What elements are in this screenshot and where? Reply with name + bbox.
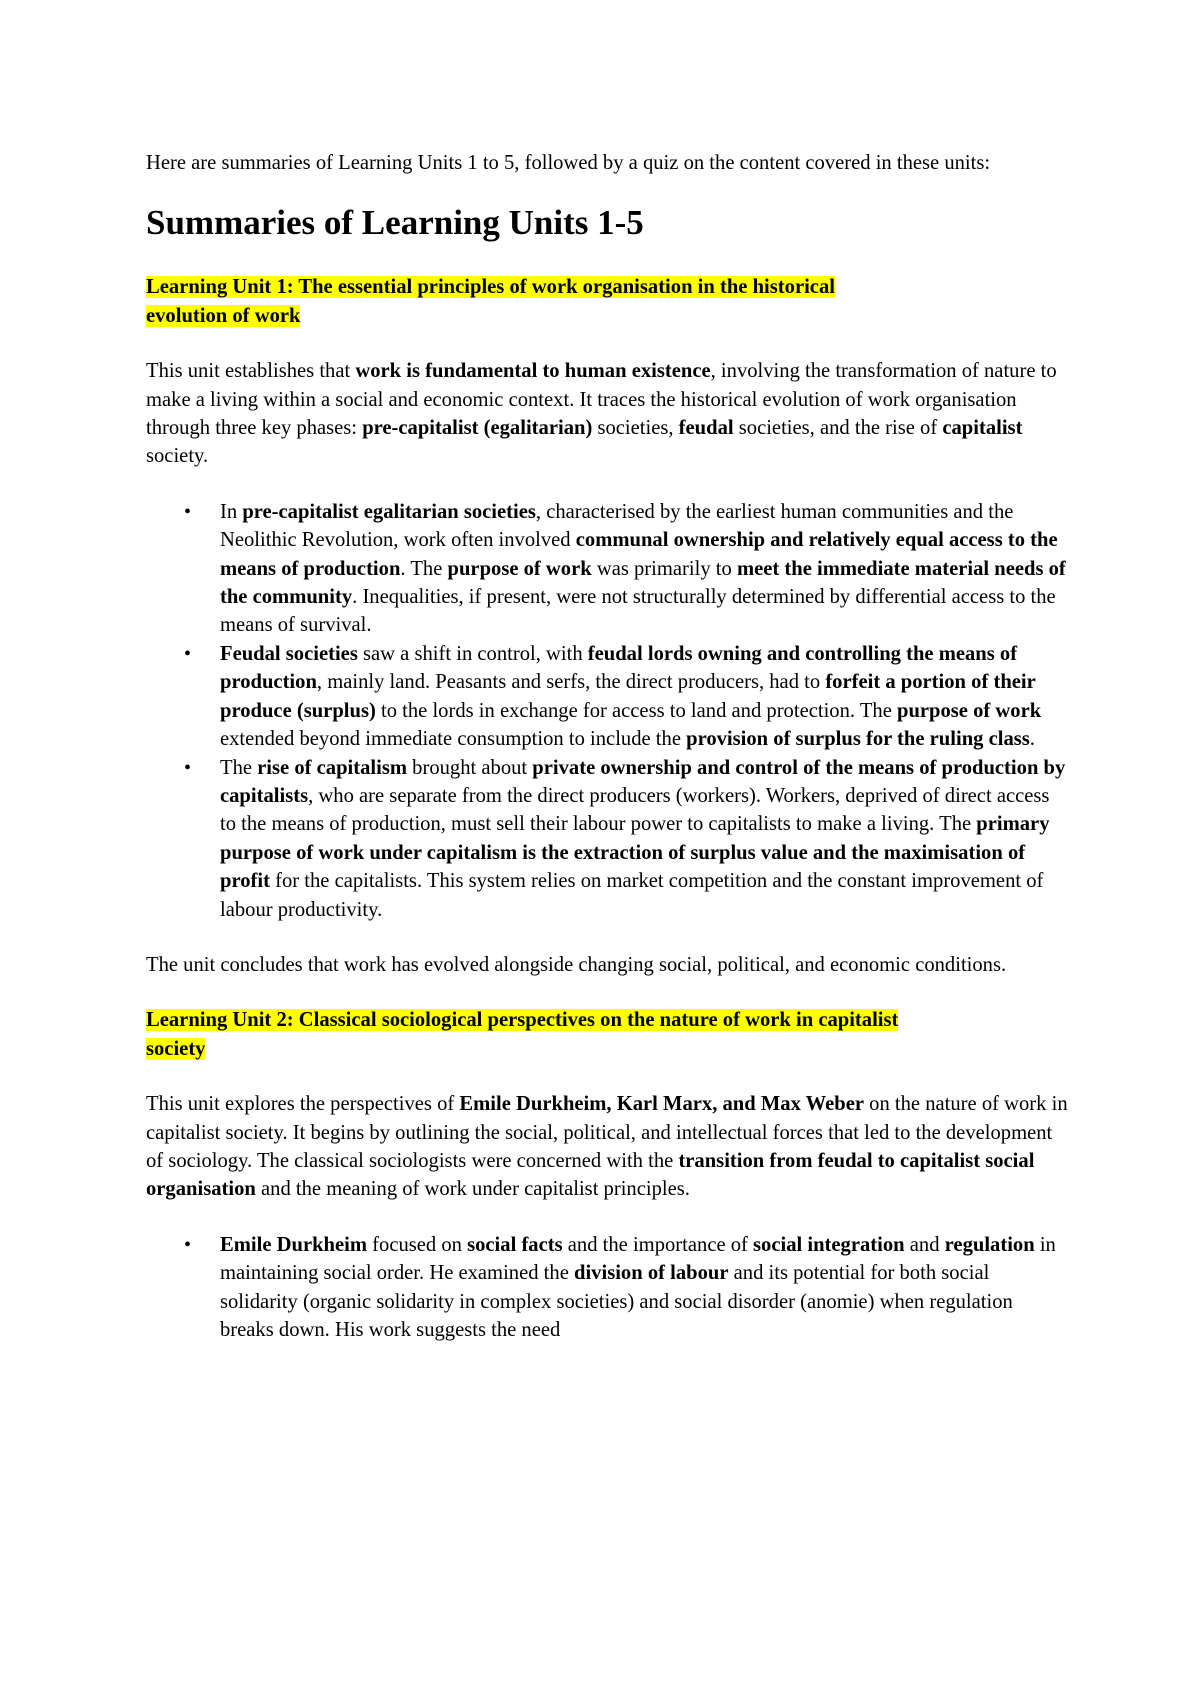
unit-2-heading-line-2: society — [146, 1037, 206, 1060]
unit-1-conclusion: The unit concludes that work has evolved alongside changing social, political, and economic conditions. — [146, 953, 1007, 976]
intro-text: Here are summaries of Learning Units 1 to 5, followed by a quiz on the content covered in these units: — [146, 152, 991, 174]
unit-2-bullet-list — [146, 1231, 1070, 1345]
unit-2-heading-line-1: Learning Unit 2: Classical sociological perspectives on the nature of work in capitalist — [146, 1009, 899, 1032]
list-item: • The rise of capitalism brought about private ownership and control of the means of production by capitalists, who are separate from the direct producers (workers). Workers, deprived of direct access to the means of production, must sell their labour power to capitalists to make a living. The primary purpose of work under capitalism is the extraction of surplus value and the maximisation of profit for the capitalists. This system relies on market competition and the constant improvement of labour productivity. — [220, 754, 1070, 924]
unit-2-heading — [146, 1006, 1070, 1063]
unit-1-paragraph: This unit establishes that work is fundamental to human existence, involving the transformation of nature to make a living within a social and economic context. It traces the historical evolution of work organisation through three key phases: pre-capitalist (egalitarian) societies, feudal societies, and the rise of capitalist society. — [146, 360, 1057, 468]
list-item: • Feudal societies saw a shift in control, with feudal lords owning and controlling the means of production, mainly land. Peasants and serfs, the direct producers, had to forfeit a portion of their produce (surplus) to the lords in exchange for access to land and protection. The purpose of work extended beyond immediate consumption to include the provision of surplus for the ruling class. — [220, 640, 1070, 754]
page-title: Summaries of Learning Units 1-5 — [146, 203, 644, 243]
unit-1-bullet-list — [146, 498, 1070, 924]
list-item: • In pre-capitalist egalitarian societies, characterised by the earliest human communities and the Neolithic Revolution, work often involved communal ownership and relatively equal access to the means of production. The purpose of work was primarily to meet the immediate material needs of the community. Inequalities, if present, were not structurally determined by differential access to the means of survival. — [220, 498, 1070, 640]
unit-2-paragraph: This unit explores the perspectives of Emile Durkheim, Karl Marx, and Max Weber on the nature of work in capitalist society. It begins by outlining the social, political, and intellectual forces that led to the development of sociology. The classical sociologists were concerned with the transition from feudal to capitalist social organisation and the meaning of work under capitalist principles. — [146, 1093, 1068, 1201]
unit-1-heading — [146, 273, 1070, 330]
list-item: • Emile Durkheim focused on social facts and the importance of social integration and regulation in maintaining social order. He examined the division of labour and its potential for both social solidarity (organic solidarity in complex societies) and social disorder (anomie) when regulation breaks down. His work suggests the need — [220, 1231, 1070, 1345]
unit-1-heading-line-2: evolution of work — [146, 304, 301, 327]
unit-1-heading-line-1: Learning Unit 1: The essential principles of work organisation in the historical — [146, 276, 835, 299]
